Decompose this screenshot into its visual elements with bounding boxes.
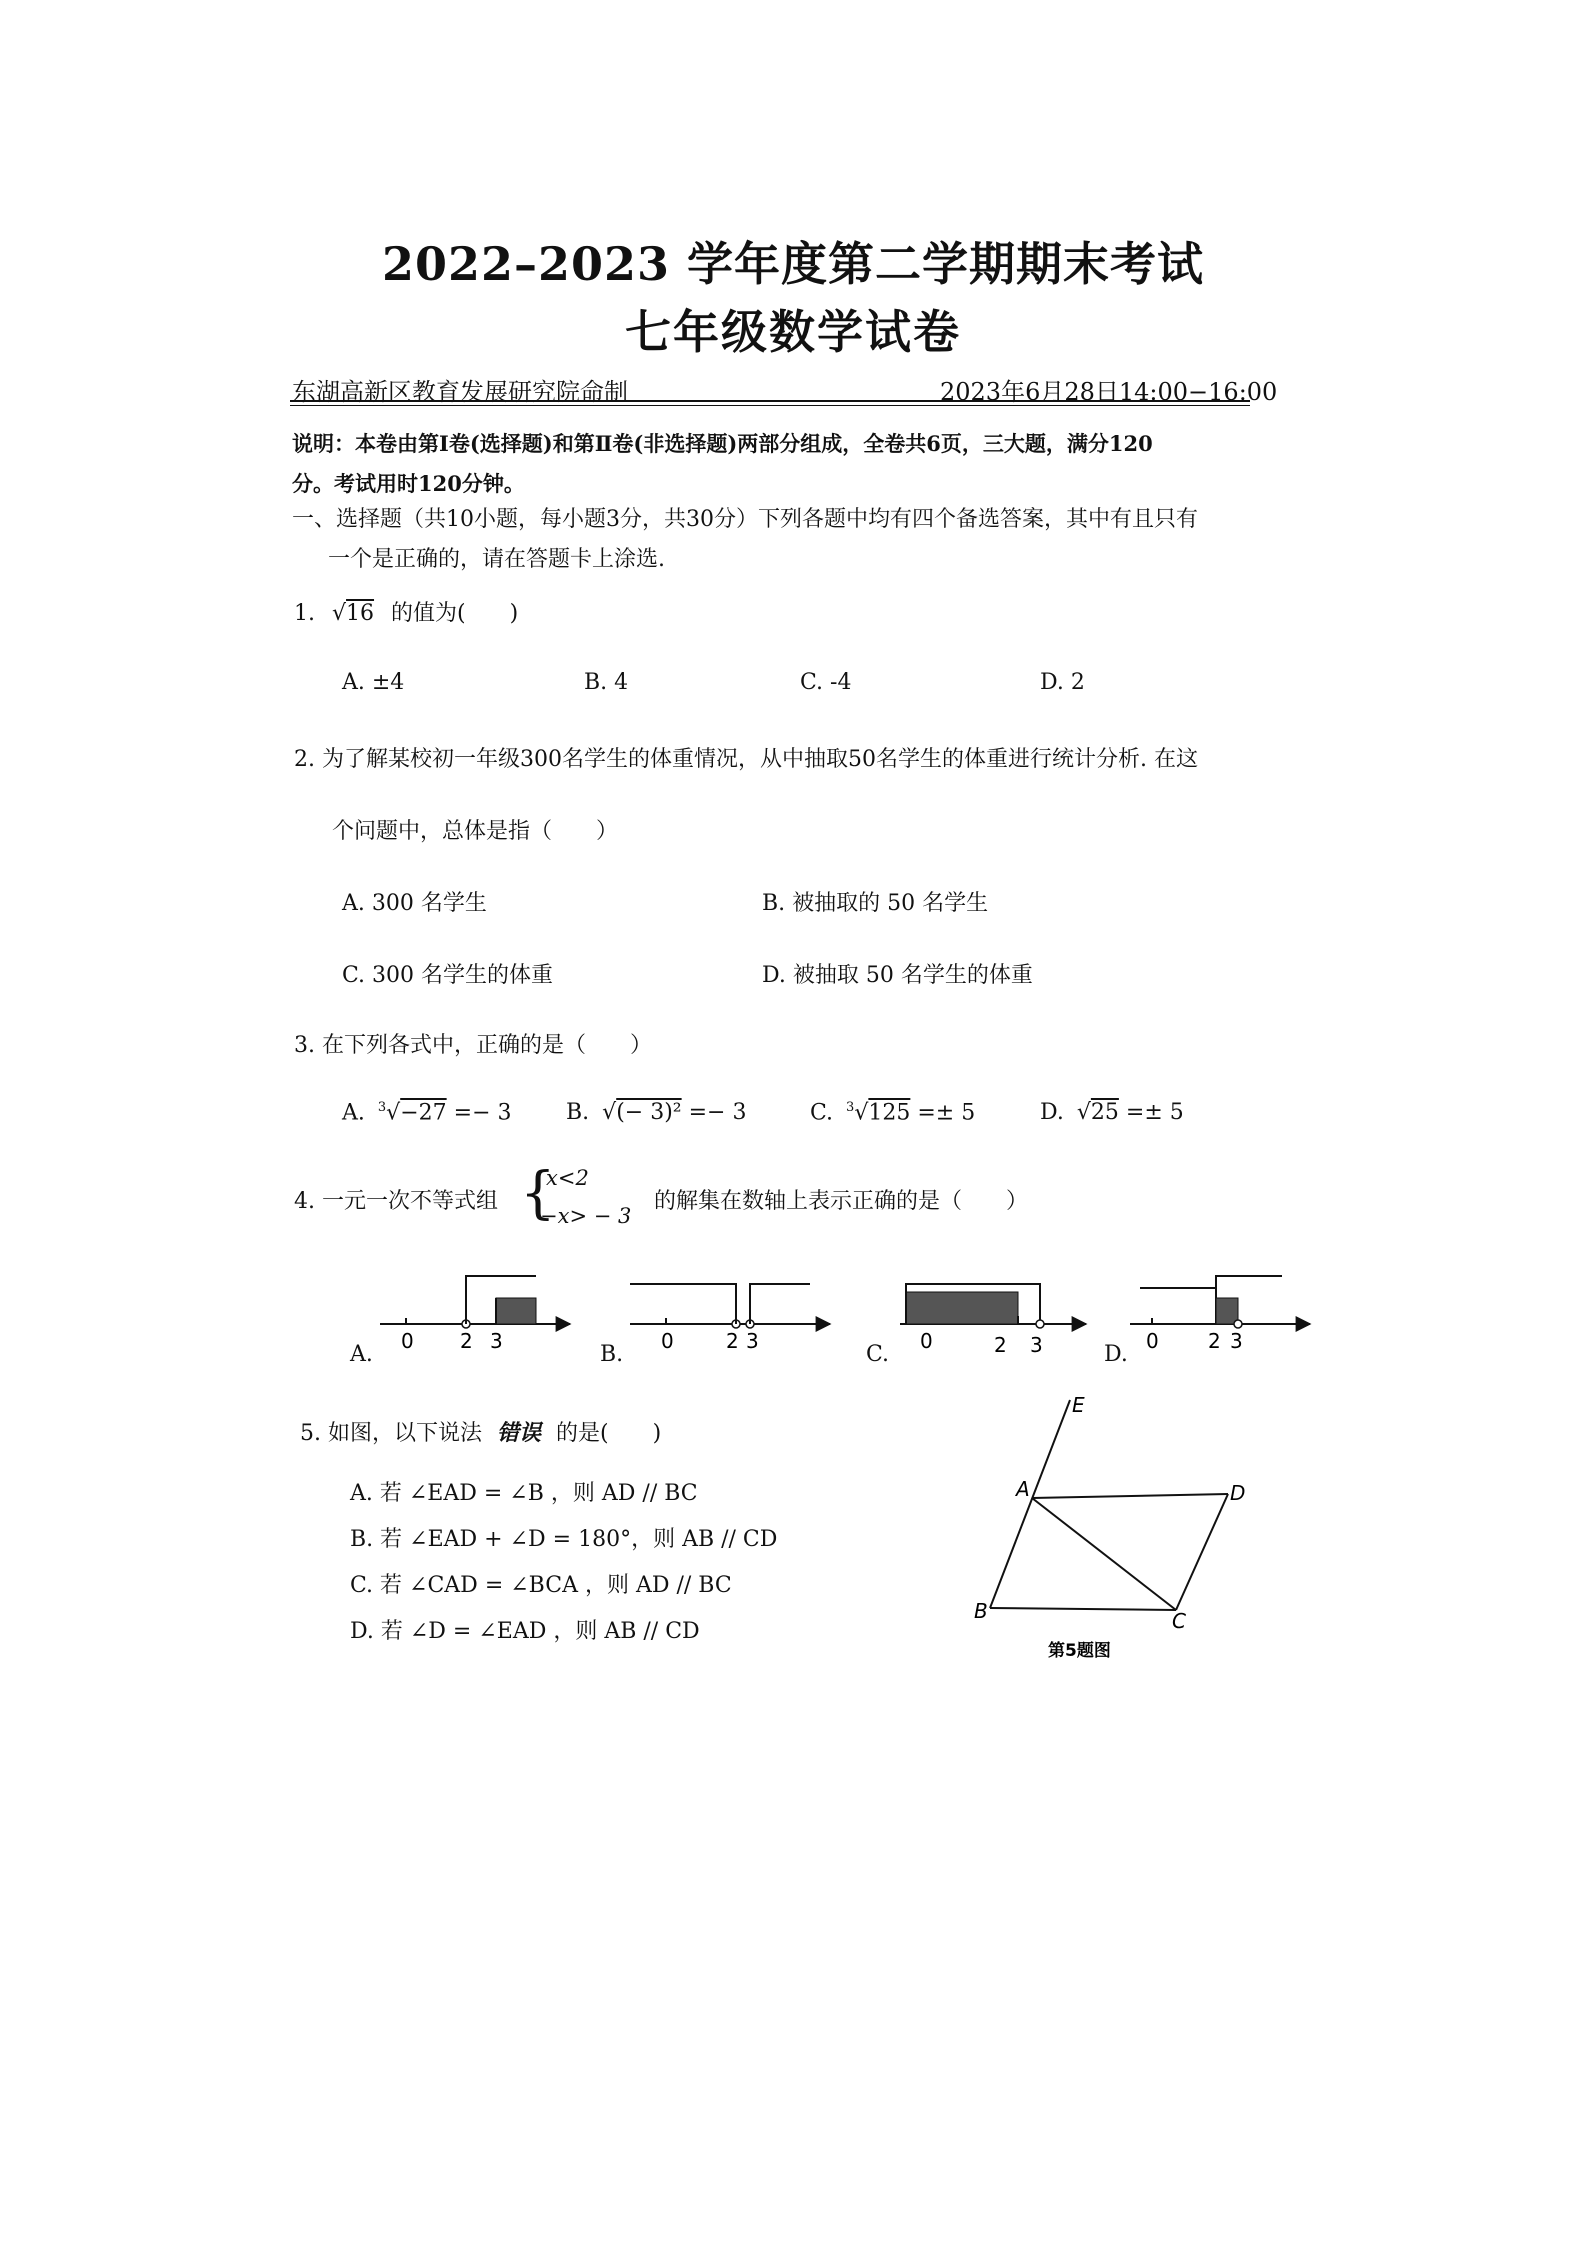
q3-c-index: 3	[846, 1100, 855, 1115]
instructions-line1: 说明：本卷由第Ⅰ卷(选择题)和第Ⅱ卷(非选择题)两部分组成，全卷共6页，三大题，满分120	[292, 431, 1153, 456]
q5-emphasis: 错误	[496, 1420, 541, 1446]
section-line1: 一、选择题（共10小题，每小题3分，共30分）下列各题中均有四个备选答案，其中有且只有	[292, 507, 1198, 532]
q2-option-c: C. 300 名学生的体重	[342, 963, 554, 988]
q5-figure	[960, 1390, 1260, 1670]
number-line-a	[380, 1276, 570, 1353]
q5-prefix: 5. 如图，以下说法	[300, 1421, 482, 1446]
number-line-c	[900, 1284, 1086, 1357]
q3-a-label: A.	[342, 1100, 365, 1126]
question-2-stem-line1: 2. 为了解某校初一年级300名学生的体重情况，从中抽取50名学生的体重进行统计分析. 在这	[294, 747, 1198, 772]
q2-option-d: D. 被抽取 50 名学生的体重	[762, 963, 1033, 988]
q3-d-radicand: 25	[1090, 1100, 1119, 1125]
q4-label-b: B.	[600, 1342, 624, 1367]
q5-option-d: D. 若 ∠D = ∠EAD ，则 AB // CD	[350, 1619, 700, 1644]
q1-option-c: C. -4	[800, 670, 852, 695]
header-rule-thin	[290, 405, 1250, 406]
tick-label-0: 0	[920, 1329, 933, 1353]
sqrt-symbol: √	[1076, 1100, 1091, 1125]
q5-option-b: B. 若 ∠EAD + ∠D = 180°，则 AB // CD	[350, 1527, 778, 1552]
figure-caption: 第5题图	[1048, 1641, 1111, 1661]
q4-inequality-2: −x> − 3	[540, 1204, 632, 1228]
q1-option-d: D. 2	[1040, 670, 1085, 695]
point-label-c: C	[1172, 1609, 1186, 1633]
tick-label-0: 0	[661, 1329, 674, 1353]
tick-label-0: 0	[401, 1329, 414, 1353]
q3-c-rhs: =± 5	[917, 1100, 976, 1126]
tick-label-3: 3	[490, 1329, 503, 1353]
tick-label-2: 2	[1208, 1329, 1221, 1353]
q1-radicand: 16	[346, 601, 375, 626]
question-3-stem: 3. 在下列各式中，正确的是（ ）	[294, 1033, 652, 1058]
q3-c-label: C.	[810, 1100, 834, 1126]
section-heading	[292, 500, 1282, 580]
q5-option-c: C. 若 ∠CAD = ∠BCA ，则 AD // BC	[350, 1573, 732, 1598]
question-4-prefix: 4. 一元一次不等式组	[294, 1189, 498, 1214]
header-rule	[290, 400, 1250, 402]
q3-d-rhs: =± 5	[1125, 1100, 1184, 1125]
q3-a-rhs: =− 3	[453, 1100, 512, 1126]
point-label-b: B	[974, 1599, 988, 1623]
point-label-a: A	[1016, 1477, 1030, 1501]
sqrt-symbol: √	[602, 1100, 617, 1125]
q3-a-radicand: −27	[400, 1100, 447, 1126]
sqrt-symbol: √	[386, 1100, 401, 1126]
q4-number-lines	[340, 1262, 1340, 1382]
sqrt-symbol: √	[854, 1100, 869, 1126]
tick-label-3: 3	[1230, 1329, 1243, 1353]
q3-option-d	[1040, 1100, 1184, 1125]
tick-label-2: 2	[460, 1329, 473, 1353]
point-label-e: E	[1072, 1393, 1085, 1417]
publisher: 东湖高新区教育发展研究院命制	[292, 378, 628, 406]
q3-option-c	[810, 1100, 975, 1125]
q1-option-a: A. ±4	[342, 670, 405, 695]
q3-b-radicand: (− 3)²	[616, 1100, 682, 1125]
tick-label-3: 3	[746, 1329, 759, 1353]
q1-stem-text: 的值为( )	[391, 601, 519, 626]
number-line-d	[1130, 1276, 1310, 1353]
q3-option-b	[566, 1100, 746, 1125]
q4-label-a: A.	[350, 1342, 373, 1367]
instructions	[292, 424, 1282, 504]
sqrt-symbol: √	[332, 601, 347, 626]
q3-option-a	[342, 1100, 512, 1125]
question-2-stem-line2: 个问题中，总体是指（ ）	[332, 819, 619, 844]
point-label-d: D	[1230, 1481, 1246, 1505]
system-brace: {	[520, 1161, 556, 1226]
q5-suffix: 的是( )	[556, 1421, 662, 1446]
tick-label-3: 3	[1030, 1333, 1043, 1357]
q4-label-c: C.	[866, 1342, 890, 1367]
q3-d-label: D.	[1040, 1100, 1064, 1125]
question-4-suffix: 的解集在数轴上表示正确的是（ ）	[654, 1189, 1029, 1214]
tick-label-2: 2	[994, 1333, 1007, 1357]
tick-label-0: 0	[1146, 1329, 1159, 1353]
question-1-stem	[294, 596, 518, 627]
q2-option-b: B. 被抽取的 50 名学生	[762, 891, 989, 916]
exam-date: 2023年6月28日14:00−16:00	[940, 378, 1278, 406]
q1-number: 1.	[294, 601, 315, 626]
q3-a-index: 3	[377, 1100, 387, 1115]
q5-option-a: A. 若 ∠EAD = ∠B ，则 AD // BC	[350, 1481, 698, 1506]
q1-option-b: B. 4	[584, 670, 629, 695]
number-line-b	[630, 1284, 830, 1353]
exam-title: 2022–2023 学年度第二学期期末考试	[381, 237, 1205, 291]
q3-b-label: B.	[566, 1100, 590, 1125]
exam-subtitle: 七年级数学试卷	[625, 305, 961, 359]
q4-label-d: D.	[1104, 1342, 1128, 1367]
q3-b-rhs: =− 3	[688, 1100, 747, 1125]
tick-label-2: 2	[726, 1329, 739, 1353]
question-5-stem	[300, 1416, 661, 1447]
q3-c-radicand: 125	[868, 1100, 911, 1126]
q4-inequality-1: x<2	[546, 1166, 589, 1190]
q2-option-a: A. 300 名学生	[342, 891, 487, 916]
section-line2: 一个是正确的，请在答题卡上涂选.	[328, 547, 665, 572]
instructions-line2: 分。考试用时120分钟。	[292, 471, 525, 496]
